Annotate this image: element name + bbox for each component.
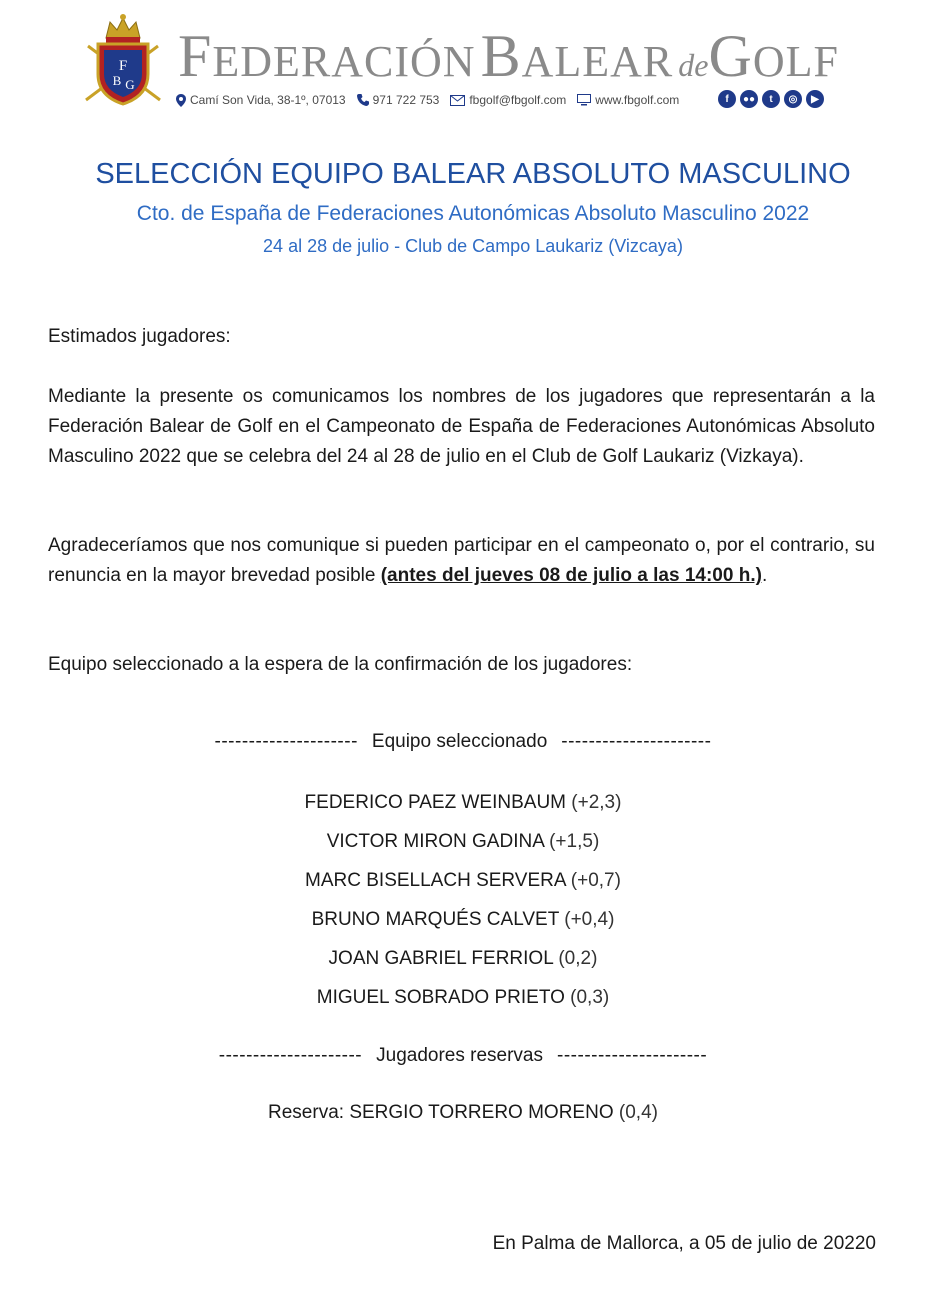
reserve-player: Reserva: SERGIO TORRERO MORENO (0,4)	[268, 1102, 658, 1123]
championship-name: Cto. de España de Federaciones Autonómicas Absoluto Masculino 2022	[136, 202, 810, 225]
youtube-icon[interactable]: ▶	[806, 90, 824, 108]
player-item: FEDERICO PAEZ WEINBAUM (+2,3)	[304, 792, 622, 813]
address: Camí Son Vida, 38-1º, 07013	[176, 93, 346, 107]
confirmation-paragraph: Agradeceríamos que nos comunique si pueden participar en el campeonato o, por el contrario, su renuncia en la mayor brevedad posible (antes del jueves 08 de julio a las 14:00 h.).	[48, 535, 875, 586]
contact-line	[176, 91, 690, 109]
intro-paragraph: Mediante la presente os comunicamos los nombres de los jugadores que representarán a la Federación Balear de Golf en el Campeonato de España de Federaciones Autonómicas Absoluto Masculino 2022 que se celebra del 24 al 28 de julio en el Club de Golf Laukariz (Vizkaya).	[48, 386, 875, 467]
player-item: JOAN GABRIEL FERRIOL (0,2)	[328, 948, 598, 969]
document-title: SELECCIÓN EQUIPO BALEAR ABSOLUTO MASCULINO	[95, 158, 851, 190]
facebook-icon[interactable]: f	[718, 90, 736, 108]
pending-confirmation-note: Equipo seleccionado a la espera de la confirmación de los jugadores:	[48, 654, 633, 675]
svg-text:F: F	[118, 58, 128, 74]
team-section-heading: --------------------- Equipo seleccionado ----------------------	[214, 731, 712, 752]
mail-icon	[450, 95, 465, 106]
flickr-icon[interactable]: ●●	[740, 90, 758, 108]
player-item: VICTOR MIRON GADINA (+1,5)	[326, 831, 600, 852]
instagram-icon[interactable]: ◎	[784, 90, 802, 108]
website: www.fbgolf.com	[577, 93, 679, 107]
selected-players-list	[0, 788, 926, 1022]
player-item: BRUNO MARQUÉS CALVET (+0,4)	[311, 909, 615, 930]
map-pin-icon	[176, 94, 186, 107]
player-item: MIGUEL SOBRADO PRIETO (0,3)	[316, 987, 610, 1008]
email: fbgolf@fbgolf.com	[450, 93, 566, 107]
federation-name: FEDERACIÓN BALEAR deGOLF	[178, 23, 839, 89]
reserves-section-heading: --------------------- Jugadores reservas ----------------------	[218, 1045, 708, 1066]
monitor-icon	[577, 94, 591, 106]
svg-text:G: G	[125, 77, 135, 92]
greeting: Estimados jugadores:	[48, 326, 231, 347]
svg-text:B: B	[112, 73, 122, 88]
phone-icon	[357, 94, 369, 106]
social-icons	[718, 90, 824, 108]
place-date-signoff: En Palma de Mallorca, a 05 de julio de 20220	[492, 1233, 876, 1254]
phone: 971 722 753	[357, 93, 440, 107]
twitter-icon[interactable]: t	[762, 90, 780, 108]
championship-dates-venue: 24 al 28 de julio - Club de Campo Laukariz (Vizcaya)	[263, 236, 683, 256]
player-item: MARC BISELLACH SERVERA (+0,7)	[305, 870, 621, 891]
fbg-logo	[80, 12, 166, 110]
deadline: (antes del jueves 08 de julio a las 14:00 h.)	[380, 565, 762, 586]
